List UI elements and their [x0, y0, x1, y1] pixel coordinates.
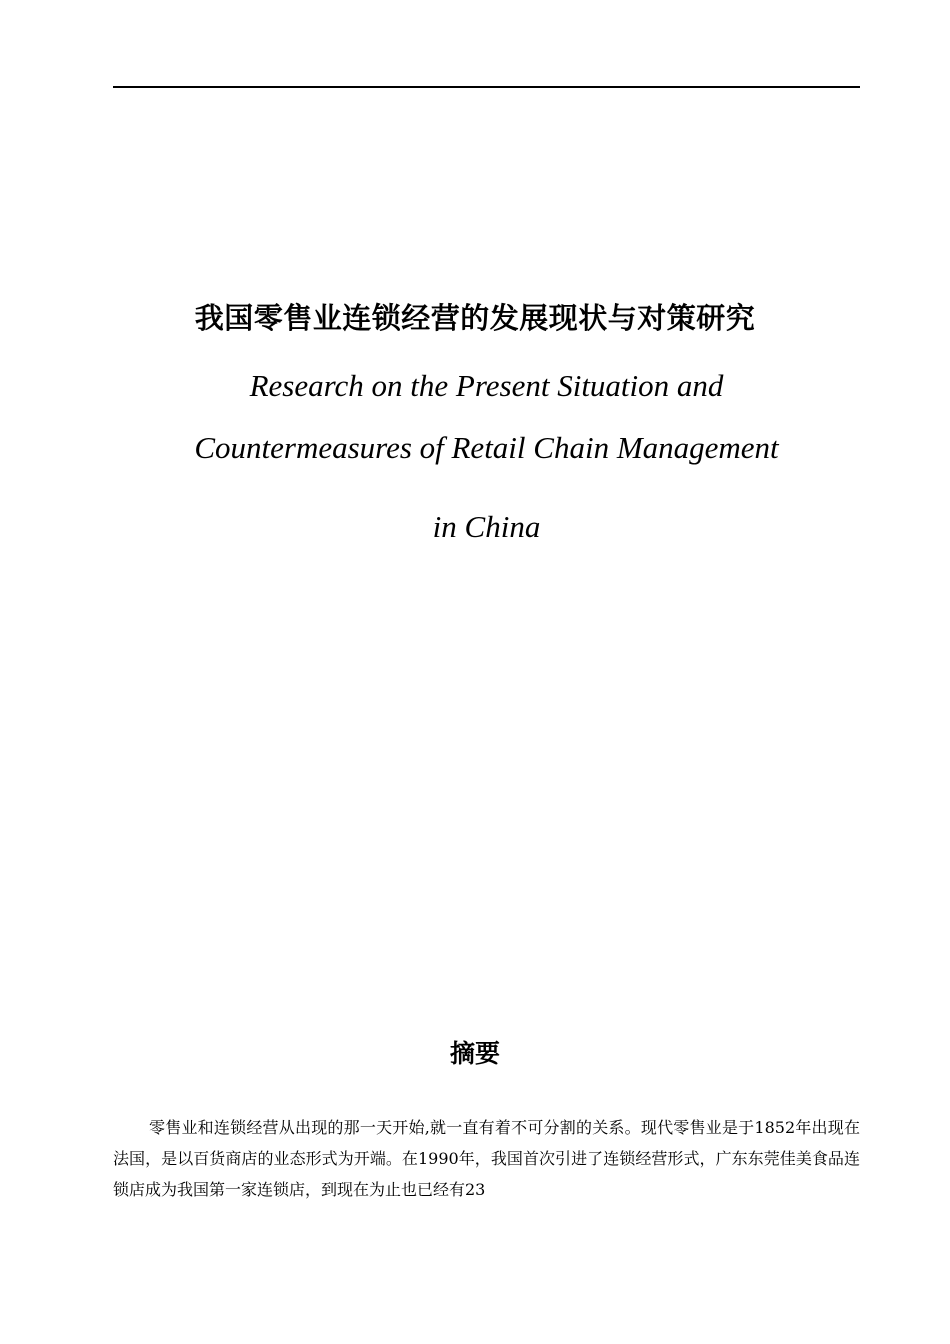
english-title-line-1: Research on the Present Situation and [249, 368, 724, 403]
abstract-paragraph: 零售业和连锁经营从出现的那一天开始,就一直有着不可分割的关系。现代零售业是于1852年出现在法国，是以百货商店的业态形式为开端。在1990年，我国首次引进了连锁经营形式，广东东莞佳美食品连锁店成为我国第一家连锁店，到现在为止也已经有23 [113, 1118, 860, 1199]
chinese-title: 我国零售业连锁经营的发展现状与对策研究 [194, 301, 756, 335]
abstract-heading: 摘要 [449, 1039, 500, 1068]
english-title-line-3: in China [432, 509, 541, 544]
header-rule [113, 86, 860, 88]
english-title-line-2: Countermeasures of Retail Chain Management [194, 430, 779, 465]
